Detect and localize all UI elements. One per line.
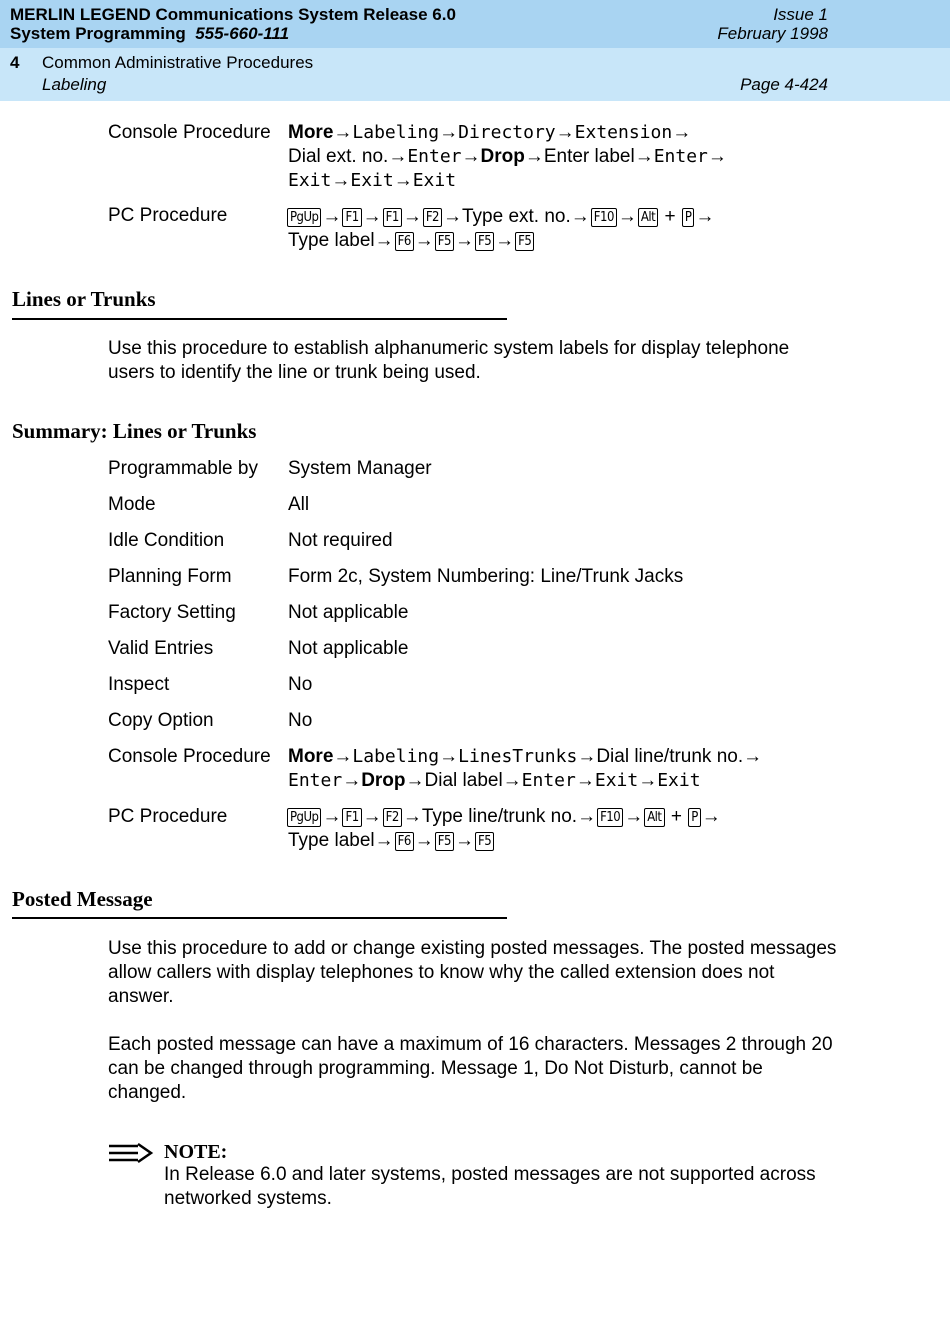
key-f5: F5 <box>435 232 454 251</box>
summary-row-value: No <box>288 674 313 695</box>
key-f10: F10 <box>591 208 617 227</box>
page-number: Page 4-424 <box>740 75 828 94</box>
summary-row-label: Programmable by <box>108 458 258 479</box>
key-p: P <box>682 208 695 227</box>
console-procedure-line-1: More→Labeling→LinesTrunks→Dial line/trunk no.→ <box>288 746 763 767</box>
section-rule <box>12 917 507 919</box>
pc-procedure-line-1: PgUp → F1 → F2 →Type line/trunk no.→ F10 → Alt + P → <box>286 805 721 829</box>
summary-row-value: Not required <box>288 530 393 551</box>
summary-row-label: Mode <box>108 494 156 515</box>
summary-row-value: No <box>288 710 313 731</box>
key-f2: F2 <box>383 808 402 827</box>
summary-row-label: Factory Setting <box>108 602 236 623</box>
summary-row-label: Valid Entries <box>108 638 214 659</box>
key-f1: F1 <box>342 208 361 227</box>
doc-subtitle: System Programming 555-660-111 <box>10 24 290 43</box>
key-f5: F5 <box>515 232 534 251</box>
console-procedure-line-2: Enter→Drop→Dial label→Enter→Exit→Exit <box>288 770 701 791</box>
doc-title: MERLIN LEGEND Communications System Release 6.0 <box>10 5 456 24</box>
key-pgup: PgUp <box>287 808 321 827</box>
key-f1: F1 <box>342 808 361 827</box>
key-f2: F2 <box>423 208 442 227</box>
lines-trunks-heading: Lines or Trunks <box>12 287 156 311</box>
key-p: P <box>688 808 701 827</box>
note-title: NOTE: <box>164 1141 228 1163</box>
key-f6: F6 <box>395 232 414 251</box>
console-procedure-line-2: Dial ext. no.→Enter→Drop→Enter label→Enter→ <box>288 146 727 167</box>
section-title: Labeling <box>42 75 107 94</box>
key-f6: F6 <box>395 832 414 851</box>
pc-procedure-label: PC Procedure <box>108 806 228 827</box>
summary-row-value: Not applicable <box>288 638 409 659</box>
pc-procedure-label: PC Procedure <box>108 205 228 226</box>
console-procedure-line-3: Exit→Exit→Exit <box>288 170 457 191</box>
key-f1: F1 <box>383 208 402 227</box>
pc-procedure-line-2: Type label→ F6 → F5 → F5 → F5 <box>288 229 535 253</box>
summary-row-value: Form 2c, System Numbering: Line/Trunk Jacks <box>288 566 684 587</box>
console-procedure-label: Console Procedure <box>108 122 271 143</box>
summary-row-label: Copy Option <box>108 710 214 731</box>
key-f5: F5 <box>475 232 494 251</box>
posted-message-heading: Posted Message <box>12 887 153 911</box>
key-alt: Alt <box>638 208 658 227</box>
note-text: In Release 6.0 and later systems, posted messages are not supported across networked systems. <box>164 1164 816 1209</box>
date: February 1998 <box>717 24 828 43</box>
section-rule <box>12 318 507 320</box>
chapter-title: Common Administrative Procedures <box>42 53 314 72</box>
key-f5: F5 <box>475 832 494 851</box>
chapter-number: 4 <box>10 53 20 72</box>
summary-row-label: Idle Condition <box>108 530 225 551</box>
doc-number: 555-660-111 <box>195 24 290 43</box>
pc-procedure-line-2: Type label→ F6 → F5 → F5 <box>288 829 495 853</box>
summary-row-value: System Manager <box>288 458 432 479</box>
posted-message-paragraph-2: Each posted message can have a maximum of 16 characters. Messages 2 through 20 can be changed through programming. Message 1, Do Not Disturb, cannot be changed. <box>108 1034 833 1103</box>
summary-heading: Summary: Lines or Trunks <box>12 419 257 443</box>
console-procedure-line-1: More→Labeling→Directory→Extension→ <box>288 122 692 143</box>
summary-row-value: Not applicable <box>288 602 409 623</box>
summary-row-value: All <box>288 494 310 515</box>
summary-row-label: Planning Form <box>108 566 232 587</box>
console-procedure-label: Console Procedure <box>108 746 271 767</box>
key-f5: F5 <box>435 832 454 851</box>
pc-procedure-line-1: PgUp → F1 → F1 → F2 →Type ext. no.→ F10 → Alt + P → <box>286 205 714 229</box>
posted-message-paragraph-1: Use this procedure to add or change existing posted messages. The posted messages allow callers with display telephones to know why the called extension does not answer. <box>108 938 837 1007</box>
summary-row-label: Inspect <box>108 674 170 695</box>
issue: Issue 1 <box>773 5 828 24</box>
lines-trunks-description: Use this procedure to establish alphanumeric system labels for display telephone users to identify the line or trunk being used. <box>108 338 790 383</box>
note-pencil-icon <box>108 1142 154 1164</box>
key-pgup: PgUp <box>287 208 321 227</box>
key-alt: Alt <box>644 808 664 827</box>
key-f10: F10 <box>597 808 623 827</box>
